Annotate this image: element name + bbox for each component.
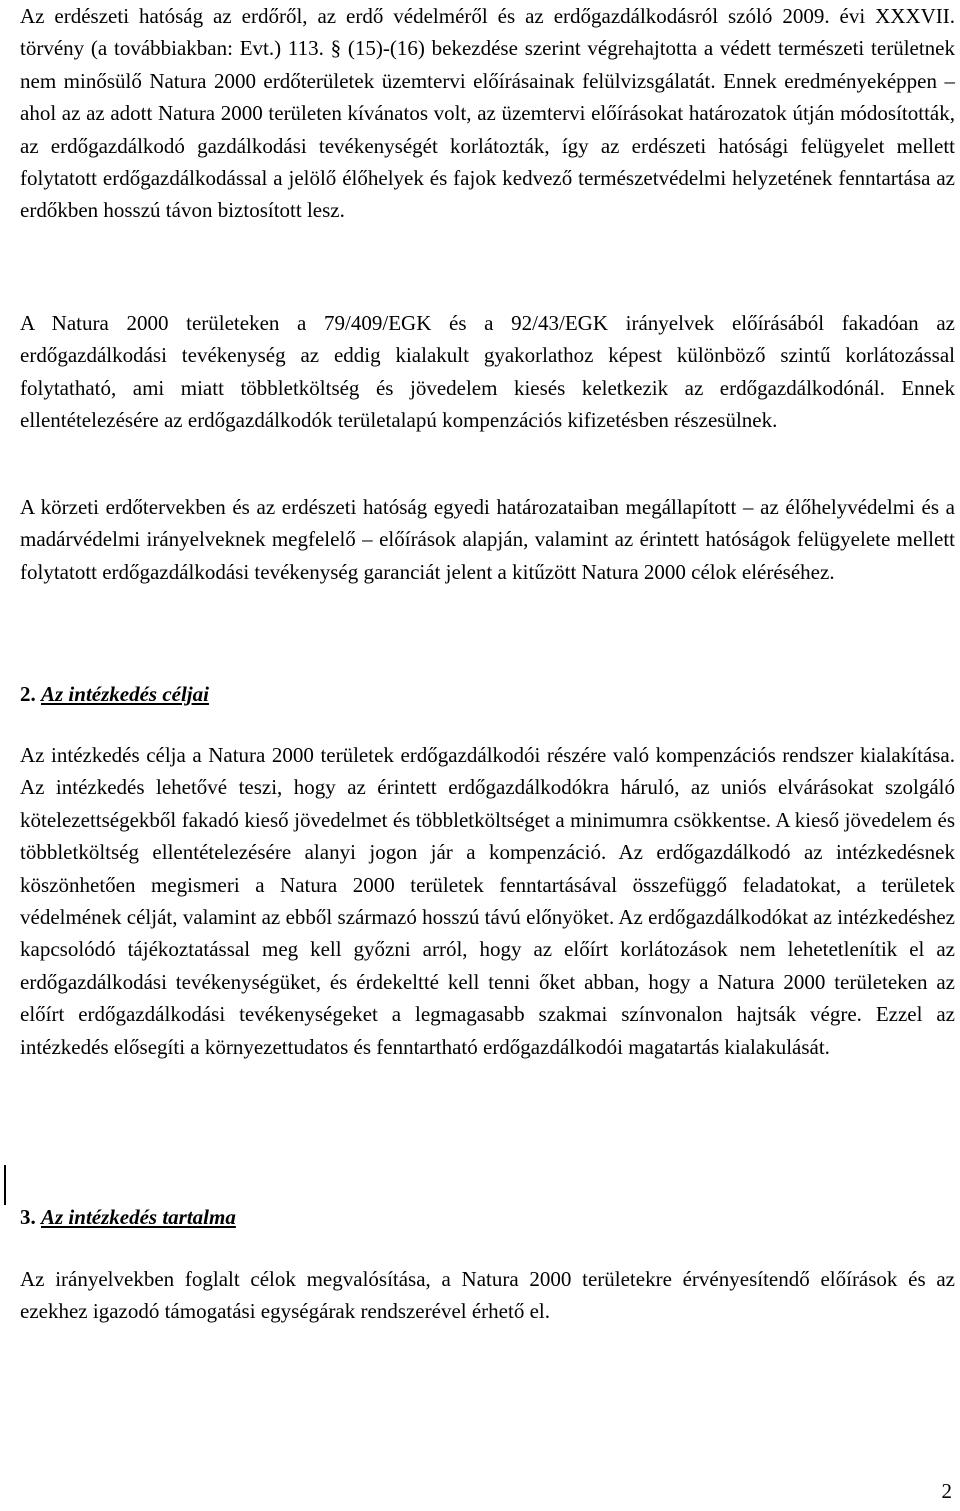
revision-bar — [4, 1165, 6, 1205]
section-title: Az intézkedés tartalma — [41, 1205, 236, 1229]
section-number: 2. — [20, 682, 36, 706]
page-number: 2 — [941, 1479, 952, 1503]
section-number: 3. — [20, 1205, 36, 1229]
section-heading-tartalma — [20, 1201, 955, 1233]
paragraph-tartalma: Az irányelvekben foglalt célok megvalósítása, a Natura 2000 területekre érvényesítendő előírások és az ezekhez igazodó támogatási egységárak rendszerével érhető el. — [20, 1267, 955, 1324]
paragraph-felulvizsgalat: Az erdészeti hatóság az erdőről, az erdő védelméről és az erdőgazdálkodásról szóló 2009. évi XXXVII. törvény (a továbbiakban: Evt.) 113. § (15)-(16) bekezdése szerint végrehajtotta a védett természeti területnek nem minősülő Natura 2000 erdőterületek üzemtervi előírásainak felülvizsgálatát. Ennek eredményeképpen – ahol az az adott Natura 2000 területen kívánatos volt, az üzemtervi előírásokat határozatok útján módosították, az erdőgazdálkodó gazdálkodási tevékenységét korlátozták, így az erdészeti hatósági felügyelet mellett folytatott erdőgazdálkodással a jelölő élőhelyek és fajok kedvező természetvédelmi helyzetének fenntartása az erdőkben hosszú távon biztosított lesz. — [20, 4, 955, 223]
paragraph-celja: Az intézkedés célja a Natura 2000 területek erdőgazdálkodói részére való kompenzációs rendszer kialakítása. Az intézkedés lehetővé teszi, hogy az érintett erdőgazdálkodókra háruló, az uniós elvárásokat szolgáló kötelezettségekből fakadó kieső jövedelmet és többletköltséget a minimumra csökkentse. A kieső jövedelem és többletköltség ellentételezésére alanyi jogon jár a kompenzáció. Az erdőgazdálkodó az intézkedésnek köszönhetően megismeri a Natura 2000 területek fenntartásával összefüggő feladatokat, a területek védelmének célját, valamint az ebből származó hosszú távú előnyöket. Az erdőgazdálkodókat az intézkedéshez kapcsolódó tájékoztatással meg kell győzni arról, hogy az előírt korlátozások nem lehetetlenítik el az erdőgazdálkodási tevékenységüket, és érdekeltté kell tenni őket abban, hogy a Natura 2000 területeken az előírt erdőgazdálkodási tevékenységeket a legmagasabb szakmai színvonalon hajtsák végre. Ezzel az intézkedés elősegíti a környezettudatos és fenntartható erdőgazdálkodói magatartás kialakulását. — [20, 743, 955, 1059]
section-title: Az intézkedés céljai — [41, 682, 209, 706]
paragraph-kompenzacio: A Natura 2000 területeken a 79/409/EGK és a 92/43/EGK irányelvek előírásából fakadóan az erdőgazdálkodási tevékenység az eddig kialakult gyakorlathoz képest különböző szintű korlátozással folytatható, ami miatt többletköltség és jövedelem kiesés keletkezik az erdőgazdálkodónál. Ennek ellentételezésére az erdőgazdálkodók területalapú kompenzációs kifizetésben részesülnek. — [20, 311, 955, 433]
paragraph-garancia: A körzeti erdőtervekben és az erdészeti hatóság egyedi határozataiban megállapított – az élőhelyvédelmi és a madárvédelmi irányelveknek megfelelő – előírások alapján, valamint az érintett hatóságok felügyelete mellett folytatott erdőgazdálkodási tevékenység garanciát jelent a kitűzött Natura 2000 célok eléréséhez. — [20, 495, 955, 584]
section-heading-celjai — [20, 678, 955, 710]
